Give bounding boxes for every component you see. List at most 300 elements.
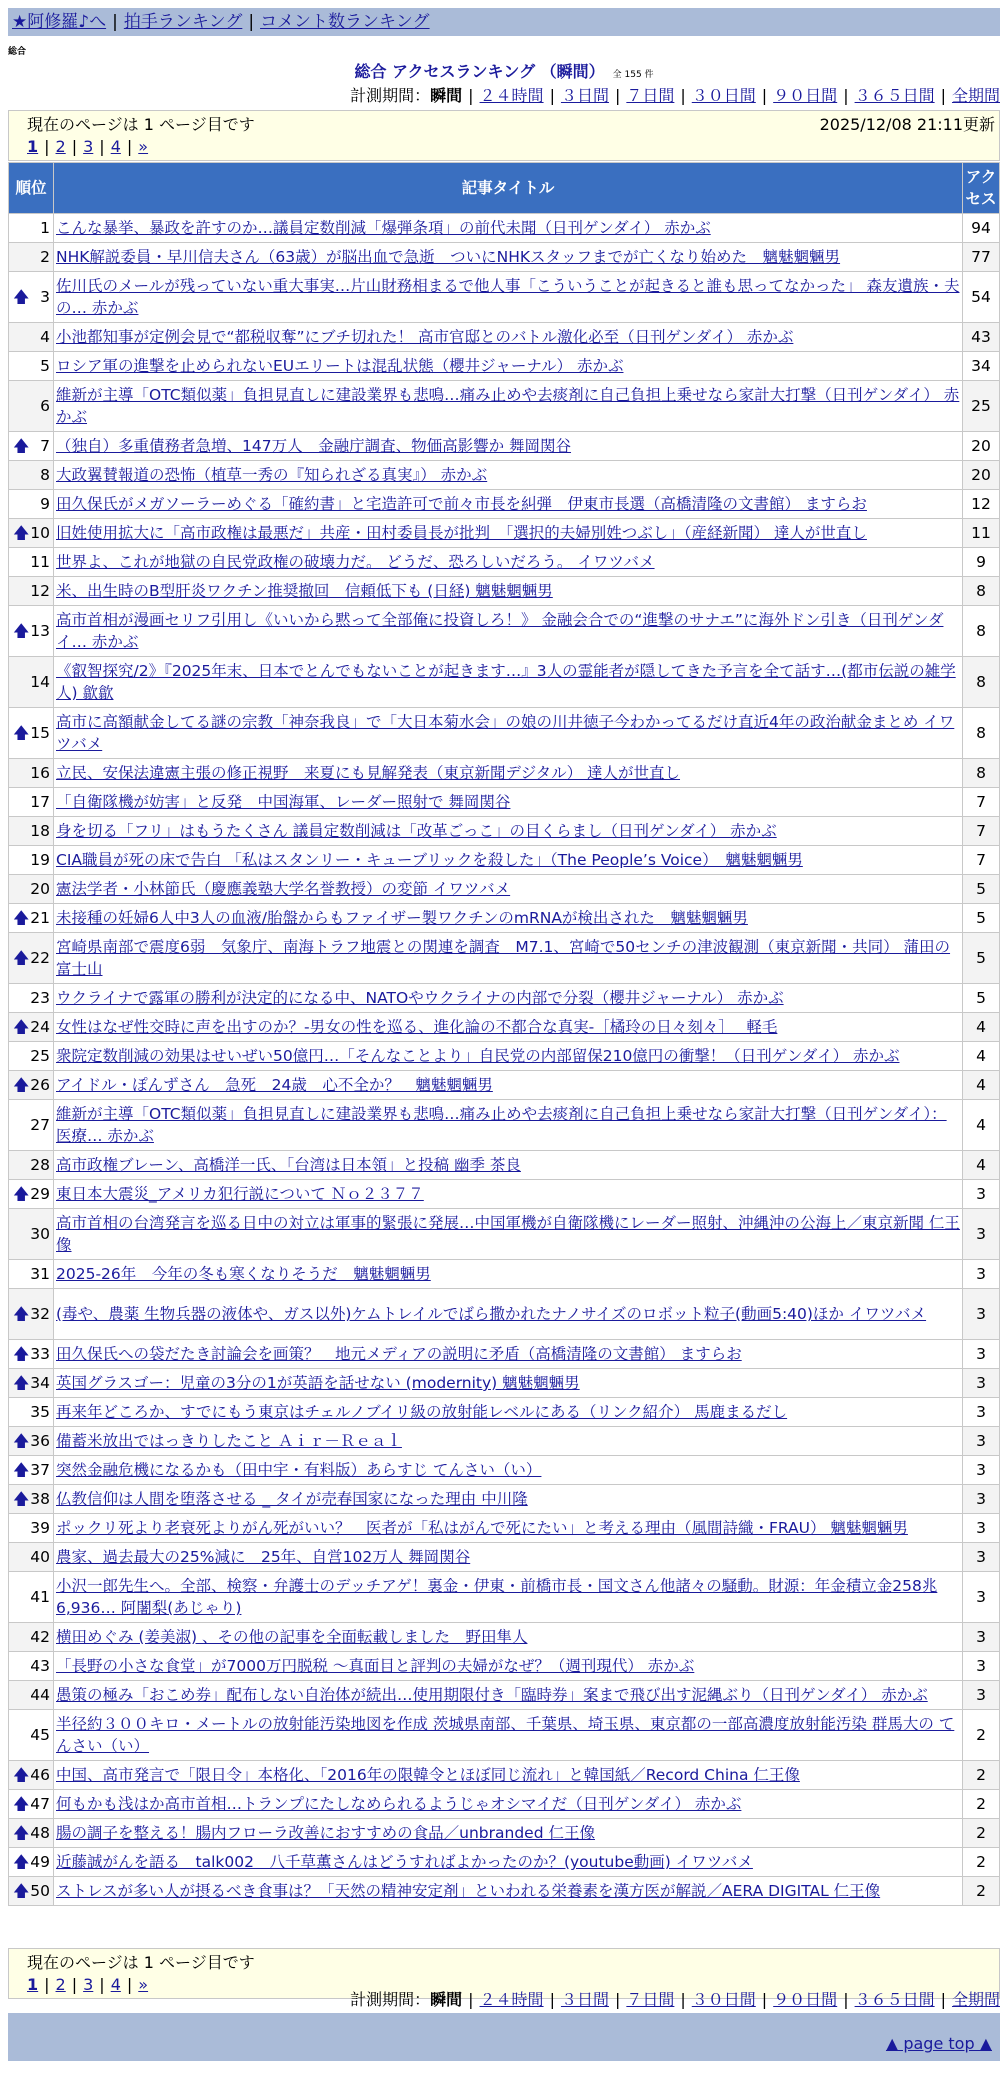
access-count: 20: [963, 461, 1000, 490]
title-cell: [54, 1209, 963, 1260]
access-count: 3: [963, 1398, 1000, 1427]
table-row: [9, 1761, 1000, 1790]
access-count: 4: [963, 1071, 1000, 1100]
header-rank: 順位: [9, 163, 54, 214]
article-link[interactable]: 突然金融危機になるかも（田中宇・有料版）あらすじ てんさい（い）: [56, 1461, 542, 1479]
access-count: 3: [963, 1623, 1000, 1652]
access-count: 3: [963, 1652, 1000, 1681]
access-count: 94: [963, 214, 1000, 243]
access-count: 8: [963, 657, 1000, 708]
table-row: [9, 577, 1000, 606]
period-selector-bottom: 計測期間：瞬間 | ２４時間 | ３日間 | ７日間 | ３０日間 | ９０日間 | ３６５日間 | 全期間: [350, 1990, 1000, 2009]
period-link-7d[interactable]: ７日間: [626, 86, 675, 105]
table-row: [9, 1151, 1000, 1180]
page-links: 1 | 2 | 3 | 4 | »: [27, 137, 149, 156]
rank-number: 44: [30, 1686, 50, 1704]
article-link[interactable]: 高市首相が漫画セリフ引用し《いいから黙って全部俺に投資しろ！》 金融会合での“進撃のサナエ”に海外ドン引き（日刊ゲンダイ… 赤かぶ: [56, 611, 944, 651]
table-row: [9, 1042, 1000, 1071]
up-arrow-icon: 🡅: [13, 1373, 30, 1392]
separator: |: [112, 12, 118, 32]
ranking-table: [8, 162, 1000, 1906]
access-count: 4: [963, 1151, 1000, 1180]
rank-number: 22: [30, 949, 50, 967]
table-row: [9, 1485, 1000, 1514]
article-link[interactable]: 何もかも浅はか高市首相…トランプにたしなめられるようじゃオシマイだ（日刊ゲンダイ） 赤かぶ: [56, 1795, 742, 1813]
article-link[interactable]: （独自）多重債務者急増、147万人 金融庁調査、物価高影響か 舞岡関谷: [56, 437, 572, 455]
article-link[interactable]: CIA職員が死の床で告白 「私はスタンリー・キューブリックを殺した」（The People’s Voice） 魑魅魍魎男: [56, 851, 803, 869]
access-count: 2: [963, 1790, 1000, 1819]
access-count: 2: [963, 1710, 1000, 1761]
rank-cell: [9, 788, 54, 817]
up-arrow-icon: 🡅: [13, 908, 30, 927]
article-link[interactable]: 米、出生時のB型肝炎ワクチン推奨撤回 信頼低下も (日経) 魑魅魍魎男: [56, 582, 553, 600]
table-row: [9, 904, 1000, 933]
rank-cell: [9, 381, 54, 432]
title-cell: [54, 1819, 963, 1848]
page-link-1[interactable]: 1: [27, 1975, 39, 1994]
article-link[interactable]: 愚策の極み「おこめ券」配布しない自治体が続出…使用期限付き「臨時券」案まで飛び出す泥縄ぶり（日刊ゲンダイ） 赤かぶ: [56, 1686, 928, 1704]
period-link-30d[interactable]: ３０日間: [691, 86, 756, 105]
rank-cell: [9, 243, 54, 272]
up-arrow-icon: 🡅: [13, 1881, 30, 1900]
page-link-3[interactable]: 3: [83, 1975, 94, 1994]
article-link[interactable]: 横田めぐみ (姜美淑) 、その他の記事を全面転載しました 野田隼人: [56, 1628, 528, 1646]
article-link[interactable]: 小池都知事が定例会見で“都税収奪”にブチ切れた！ 高市官邸とのバトル激化必至（日刊ゲンダイ） 赤かぶ: [56, 328, 794, 346]
rank-number: 9: [40, 495, 50, 513]
page-link-next[interactable]: »: [138, 1975, 149, 1994]
period-link-7d[interactable]: ７日間: [626, 1990, 675, 2009]
article-link[interactable]: 宮崎県南部で震度6弱 気象庁、南海トラフ地震との関連を調査 M7.1、宮崎で50センチの津波観測（東京新聞・共同） 蒲田の富士山: [56, 938, 951, 978]
article-link[interactable]: 腸の調子を整える！腸内フローラ改善におすすめの食品／unbranded 仁王像: [56, 1824, 595, 1842]
access-count: 11: [963, 519, 1000, 548]
article-link[interactable]: 世界よ、これが地獄の自民党政権の破壊力だ。 どうだ、恐ろしいだろう。 イワツバメ: [56, 553, 655, 571]
rank-cell: [9, 1427, 54, 1456]
rank-number: 12: [30, 582, 50, 600]
title-cell: [54, 323, 963, 352]
title-cell: [54, 272, 963, 323]
article-link[interactable]: 高市に高額献金してる謎の宗教「神奈我良」で「大日本菊水会」の娘の川井徳子今わかってるだけ直近4年の政治献金まとめ イワツバメ: [56, 713, 955, 753]
rank-cell: [9, 606, 54, 657]
access-count: 3: [963, 1543, 1000, 1572]
updated-time: 2025/12/08 21:11更新: [819, 115, 995, 134]
article-link[interactable]: 佐川氏のメールが残っていない重大事実…片山財務相まるで他人事「こういうことが起きると誰も思ってなかった」 森友遺族・夫の… 赤かぶ: [56, 277, 960, 317]
period-link-24h[interactable]: ２４時間: [479, 86, 544, 105]
table-row: [9, 759, 1000, 788]
rank-cell: [9, 1848, 54, 1877]
rank-number: 10: [30, 524, 50, 542]
access-count: 8: [963, 577, 1000, 606]
table-row: [9, 1877, 1000, 1906]
rank-cell: [9, 490, 54, 519]
title-cell: [54, 1572, 963, 1623]
total-count: 全 155 件: [612, 70, 654, 80]
rank-number: 19: [30, 851, 50, 869]
rank-number: 36: [30, 1432, 50, 1450]
up-arrow-icon: 🡅: [13, 1344, 30, 1363]
page-links: 1 | 2 | 3 | 4 | »: [27, 1975, 149, 1994]
article-link[interactable]: 未接種の妊婦6人中3人の血液/胎盤からもファイザー製ワクチンのmRNAが検出された 魑魅魍魎男: [56, 909, 748, 927]
title-cell: [54, 1514, 963, 1543]
rank-cell: [9, 875, 54, 904]
pager-top: [8, 110, 1000, 161]
period-current: 瞬間: [430, 86, 463, 105]
period-label: 計測期間：: [350, 1990, 431, 2009]
rank-number: 40: [30, 1548, 50, 1566]
table-row: [9, 323, 1000, 352]
period-link-365d[interactable]: ３６５日間: [854, 1990, 935, 2009]
title-cell: [54, 1485, 963, 1514]
access-count: 3: [963, 1485, 1000, 1514]
table-row: [9, 1209, 1000, 1260]
up-arrow-icon: 🡅: [13, 1852, 30, 1871]
access-count: 3: [963, 1289, 1000, 1340]
rank-number: 16: [30, 764, 50, 782]
article-link[interactable]: 再来年どころか、すでにもう東京はチェルノブイリ級の放射能レベルにある（リンク紹介） 馬鹿まるだし: [56, 1403, 788, 1421]
rank-cell: [9, 1456, 54, 1485]
table-row: [9, 1260, 1000, 1289]
rank-cell: [9, 272, 54, 323]
table-row: [9, 381, 1000, 432]
access-count: 3: [963, 1340, 1000, 1369]
up-arrow-icon: 🡅: [13, 1431, 30, 1450]
table-row: [9, 1572, 1000, 1623]
article-link[interactable]: 「長野の小さな食堂」が7000万円脱税 ～真面目と評判の夫婦がなぜ？（週刊現代） 赤かぶ: [56, 1657, 695, 1675]
title-cell: [54, 1681, 963, 1710]
rank-cell: [9, 1681, 54, 1710]
article-link[interactable]: 「自衛隊機が妨害」と反発 中国海軍、レーダー照射で 舞岡関谷: [56, 793, 511, 811]
table-row: [9, 1652, 1000, 1681]
rank-number: 27: [30, 1116, 50, 1134]
title-cell: [54, 381, 963, 432]
access-count: 3: [963, 1456, 1000, 1485]
access-count: 5: [963, 875, 1000, 904]
title-cell: [54, 1456, 963, 1485]
access-count: 3: [963, 1209, 1000, 1260]
page-status: 現在のページは 1 ページ目です: [27, 115, 255, 134]
article-link[interactable]: 旧姓使用拡大に「高市政権は最悪だ」共産・田村委員長が批判 「選択的夫婦別姓つぶし」（産経新聞） 達人が世直し: [56, 524, 867, 542]
rank-cell: [9, 1514, 54, 1543]
article-link[interactable]: 立民、安保法違憲主張の修正視野 来夏にも見解発表（東京新聞デジタル） 達人が世直し: [56, 764, 681, 782]
access-count: 2: [963, 1761, 1000, 1790]
access-count: 3: [963, 1369, 1000, 1398]
article-link[interactable]: NHK解説委員・早川信夫さん（63歳）が脳出血で急逝 ついにNHKスタッフまでが亡くなり始めた 魑魅魍魎男: [56, 248, 841, 266]
up-arrow-icon: 🡅: [13, 723, 30, 742]
period-link-all[interactable]: 全期間: [951, 86, 1000, 105]
up-arrow-icon: 🡅: [13, 1765, 30, 1784]
table-row: [9, 1340, 1000, 1369]
rank-number: 42: [30, 1628, 50, 1646]
rank-number: 11: [30, 553, 50, 571]
rank-number: 50: [30, 1882, 50, 1900]
page-link-1[interactable]: 1: [27, 137, 39, 156]
access-count: 8: [963, 606, 1000, 657]
page-link-3[interactable]: 3: [83, 137, 94, 156]
rank-number: 21: [30, 909, 50, 927]
rank-cell: [9, 1260, 54, 1289]
article-link[interactable]: こんな暴挙、暴政を許すのか…議員定数削減「爆弾条項」の前代未聞（日刊ゲンダイ） 赤かぶ: [56, 219, 711, 237]
rank-number: 43: [30, 1657, 50, 1675]
article-link[interactable]: 備蓄米放出ではっきりしたこと Ａｉｒ－Ｒｅａｌ: [56, 1432, 402, 1450]
title-cell: [54, 1260, 963, 1289]
table-row: [9, 1790, 1000, 1819]
table-row: [9, 933, 1000, 984]
rank-cell: [9, 1623, 54, 1652]
table-row: [9, 1848, 1000, 1877]
title-cell: [54, 1623, 963, 1652]
article-link[interactable]: 高市政権ブレーン、高橋洋一氏、「台湾は日本領」と投稿 幽季 茶良: [56, 1156, 521, 1174]
rank-cell: [9, 657, 54, 708]
article-link[interactable]: 2025-26年 今年の冬も寒くなりそうだ 魑魅魍魎男: [56, 1265, 431, 1283]
title-cell: [54, 1151, 963, 1180]
title-cell: [54, 759, 963, 788]
title-cell: [54, 846, 963, 875]
title-cell: [54, 904, 963, 933]
page-title: 総合 アクセスランキング （瞬間）: [354, 62, 605, 81]
article-link[interactable]: 半径約３００キロ・メートルの放射能汚染地図を作成 茨城県南部、千葉県、埼玉県、東京都の一部高濃度放射能汚染 群馬大の てんさい（い）: [56, 1715, 955, 1755]
table-row: [9, 875, 1000, 904]
title-cell: [54, 1369, 963, 1398]
article-link[interactable]: (毒や、農薬 生物兵器の液体や、ガス以外)ケムトレイルでばら撒かれたナノサイズのロボット粒子(動画5:40)ほか イワツバメ: [56, 1305, 927, 1323]
rank-cell: [9, 461, 54, 490]
article-link[interactable]: 仏教信仰は人間を堕落させる _ タイが売春国家になった理由 中川隆: [56, 1490, 528, 1508]
access-count: 4: [963, 1042, 1000, 1071]
table-row: [9, 272, 1000, 323]
rank-number: 49: [30, 1853, 50, 1871]
article-link[interactable]: 身を切る「フリ」はもうたくさん 議員定数削減は「改革ごっこ」の目くらまし（日刊ゲンダイ） 赤かぶ: [56, 822, 777, 840]
rank-number: 3: [40, 288, 50, 306]
article-link[interactable]: ウクライナで露軍の勝利が決定的になる中、NATOやウクライナの内部で分裂（櫻井ジャーナル） 赤かぶ: [56, 989, 784, 1007]
rank-number: 1: [40, 219, 50, 237]
table-row: [9, 1543, 1000, 1572]
page-link-next[interactable]: »: [138, 137, 149, 156]
rank-cell: [9, 933, 54, 984]
access-count: 7: [963, 788, 1000, 817]
up-arrow-icon: 🡅: [13, 436, 30, 455]
title-cell: [54, 657, 963, 708]
period-link-365d[interactable]: ３６５日間: [854, 86, 935, 105]
rank-cell: [9, 1180, 54, 1209]
up-arrow-icon: 🡅: [13, 1184, 30, 1203]
page-top-link[interactable]: ▲ page top ▲: [885, 2034, 992, 2053]
ranking-body: [9, 214, 1000, 1906]
access-count: 43: [963, 323, 1000, 352]
rank-number: 28: [30, 1156, 50, 1174]
rank-number: 14: [30, 673, 50, 691]
article-link[interactable]: 維新が主導「OTC類似薬」負担見直しに建設業界も悲鳴…痛み止めや去痰剤に自己負担上乗せなら家計大打撃（日刊ゲンダイ） 赤かぶ: [56, 386, 960, 426]
title-cell: [54, 933, 963, 984]
rank-cell: [9, 1398, 54, 1427]
period-link-3d[interactable]: ３日間: [560, 86, 609, 105]
title-cell: [54, 708, 963, 759]
table-row: [9, 548, 1000, 577]
access-count: 34: [963, 352, 1000, 381]
period-link-90d[interactable]: ９０日間: [773, 86, 838, 105]
header-access: アクセス: [963, 163, 1000, 214]
access-count: 7: [963, 846, 1000, 875]
article-link[interactable]: 衆院定数削減の効果はせいぜい50億円…「そんなことより」自民党の内部留保210億円の衝撃！（日刊ゲンダイ） 赤かぶ: [56, 1047, 900, 1065]
rank-number: 20: [30, 880, 50, 898]
access-count: 4: [963, 1013, 1000, 1042]
title-cell: [54, 1289, 963, 1340]
rank-number: 48: [30, 1824, 50, 1842]
table-row: [9, 788, 1000, 817]
up-arrow-icon: 🡅: [13, 287, 30, 306]
bottom-bar: [8, 2013, 1000, 2061]
up-arrow-icon: 🡅: [13, 1489, 30, 1508]
title-cell: [54, 1013, 963, 1042]
rank-cell: [9, 1652, 54, 1681]
article-link[interactable]: 中国、高市発言で「限日令」本格化、「2016年の限韓令とほぼ同じ流れ」と韓国紙／Record China 仁王像: [56, 1766, 800, 1784]
top-nav-bar: [8, 8, 1000, 36]
article-link[interactable]: 高市首相の台湾発言を巡る日中の対立は軍事的緊張に発展…中国軍機が自衛隊機にレーダー照射、沖縄沖の公海上／東京新聞 仁王像: [56, 1214, 960, 1254]
table-row: [9, 1100, 1000, 1151]
nav-link-asyura-home[interactable]: ★阿修羅♪へ: [12, 12, 107, 32]
article-link[interactable]: 女性はなぜ性交時に声を出すのか？-男女の性を巡る、進化論の不都合な真実-［橘玲の日々刻々］ 軽毛: [56, 1018, 778, 1036]
rank-number: 33: [30, 1345, 50, 1363]
up-arrow-icon: 🡅: [13, 621, 30, 640]
rank-number: 47: [30, 1795, 50, 1813]
nav-link-comment-ranking[interactable]: コメント数ランキング: [260, 12, 430, 32]
title-cell: [54, 1848, 963, 1877]
article-link[interactable]: 英国グラスゴー：児童の3分の1が英語を話せない (modernity) 魑魅魍魎男: [56, 1374, 580, 1392]
up-arrow-icon: 🡅: [13, 523, 30, 542]
period-link-30d[interactable]: ３０日間: [691, 1990, 756, 2009]
rank-number: 39: [30, 1519, 50, 1537]
access-count: 3: [963, 1427, 1000, 1456]
rank-number: 7: [40, 437, 50, 455]
table-row: [9, 1398, 1000, 1427]
rank-number: 25: [30, 1047, 50, 1065]
rank-cell: [9, 323, 54, 352]
period-label: 計測期間：: [350, 86, 431, 105]
access-count: 8: [963, 759, 1000, 788]
access-count: 2: [963, 1877, 1000, 1906]
rank-cell: [9, 1761, 54, 1790]
title-cell: [54, 1877, 963, 1906]
title-cell: [54, 1340, 963, 1369]
table-row: [9, 519, 1000, 548]
rank-number: 13: [30, 622, 50, 640]
rank-cell: [9, 214, 54, 243]
article-link[interactable]: ストレスが多い人が摂るべき食事は？「天然の精神安定剤」といわれる栄養素を漢方医が解説／AERA DIGITAL 仁王像: [56, 1882, 881, 1900]
rank-number: 34: [30, 1374, 50, 1392]
article-link[interactable]: 小沢一郎先生へ。全部、検察・弁護士のデッチアゲ！裏金・伊東・前橋市長・国文さん他諸々の騒動。財源：年金積立金258兆6,936… 阿闍梨(あじゃり): [56, 1577, 938, 1617]
access-count: 8: [963, 708, 1000, 759]
access-count: 25: [963, 381, 1000, 432]
table-row: [9, 432, 1000, 461]
title-cell: [54, 352, 963, 381]
title-cell: [54, 432, 963, 461]
title-cell: [54, 1071, 963, 1100]
table-row: [9, 352, 1000, 381]
table-row: [9, 1514, 1000, 1543]
table-row: [9, 1369, 1000, 1398]
rank-number: 24: [30, 1018, 50, 1036]
article-link[interactable]: 憲法学者・小林節氏（慶應義塾大学名誉教授）の変節 イワツバメ: [56, 880, 511, 898]
article-link[interactable]: ポックリ死より老衰死よりがん死がいい？ 医者が「私はがんで死にたい」と考える理由（風間詩織・FRAU） 魑魅魍魎男: [56, 1519, 908, 1537]
article-link[interactable]: 田久保氏への袋だたき討論会を画策？ 地元メディアの説明に矛盾（高橋清隆の文書館） ますらお: [56, 1345, 742, 1363]
rank-cell: [9, 984, 54, 1013]
period-link-all[interactable]: 全期間: [951, 1990, 1000, 2009]
rank-number: 6: [40, 397, 50, 415]
access-count: 3: [963, 1572, 1000, 1623]
rank-cell: [9, 708, 54, 759]
rank-cell: [9, 1071, 54, 1100]
article-link[interactable]: 近藤誠がんを語る talk002 八千草薫さんはどうすればよかったのか？(youtube動画) イワツバメ: [56, 1853, 753, 1871]
table-row: [9, 1710, 1000, 1761]
page-link-4[interactable]: 4: [110, 1975, 121, 1994]
title-cell: [54, 1398, 963, 1427]
rank-number: 15: [30, 724, 50, 742]
table-row: [9, 1681, 1000, 1710]
rank-number: 46: [30, 1766, 50, 1784]
up-arrow-icon: 🡅: [13, 948, 30, 967]
access-count: 3: [963, 1260, 1000, 1289]
title-cell: [54, 519, 963, 548]
rank-cell: [9, 1209, 54, 1260]
rank-cell: [9, 1819, 54, 1848]
title-cell: [54, 1543, 963, 1572]
access-count: 9: [963, 548, 1000, 577]
rank-number: 41: [30, 1588, 50, 1606]
page-link-4[interactable]: 4: [110, 137, 121, 156]
rank-number: 5: [40, 357, 50, 375]
period-link-3d[interactable]: ３日間: [560, 1990, 609, 2009]
rank-cell: [9, 1340, 54, 1369]
rank-number: 37: [30, 1461, 50, 1479]
rank-number: 38: [30, 1490, 50, 1508]
nav-link-clap-ranking[interactable]: 拍手ランキング: [123, 12, 243, 32]
title-cell: [54, 1042, 963, 1071]
title-cell: [54, 1427, 963, 1456]
table-row: [9, 606, 1000, 657]
separator: |: [248, 12, 255, 32]
article-link[interactable]: 《叡智探究/2》『2025年末、日本でとんでもないことが起きます…』3人の霊能者が隠してきた予言を全て話す…(都市伝説の雑学人) 歙歙: [56, 662, 956, 702]
table-row: [9, 1013, 1000, 1042]
article-link[interactable]: アイドル・ぽんずさん 急死 24歳 心不全か？ 魑魅魍魎男: [56, 1076, 493, 1094]
table-row: [9, 1180, 1000, 1209]
rank-number: 26: [30, 1076, 50, 1094]
up-arrow-icon: 🡅: [13, 1304, 30, 1323]
article-link[interactable]: 農家、過去最大の25%減に 25年、自営102万人 舞岡関谷: [56, 1548, 471, 1566]
up-arrow-icon: 🡅: [13, 1075, 30, 1094]
category-label: 総合: [8, 47, 27, 57]
page-link-2[interactable]: 2: [55, 1975, 66, 1994]
article-link[interactable]: 維新が主導「OTC類似薬」負担見直しに建設業界も悲鳴…痛み止めや去痰剤に自己負担上乗せなら家計大打撃（日刊ゲンダイ）：医療… 赤かぶ: [56, 1105, 947, 1145]
title-cell: [54, 461, 963, 490]
table-row: [9, 817, 1000, 846]
article-link[interactable]: ロシア軍の進撃を止められないEUエリートは混乱状態（櫻井ジャーナル） 赤かぶ: [56, 357, 624, 375]
period-selector-top: 計測期間：瞬間 | ２４時間 | ３日間 | ７日間 | ３０日間 | ９０日間 | ３６５日間 | 全期間: [350, 86, 1000, 105]
period-link-90d[interactable]: ９０日間: [773, 1990, 838, 2009]
page-link-2[interactable]: 2: [55, 137, 66, 156]
access-count: 12: [963, 490, 1000, 519]
table-row: [9, 1456, 1000, 1485]
title-cell: [54, 606, 963, 657]
rank-cell: [9, 759, 54, 788]
article-link[interactable]: 大政翼賛報道の恐怖（植草一秀の『知られざる真実』） 赤かぶ: [56, 466, 488, 484]
rank-cell: [9, 1572, 54, 1623]
rank-cell: [9, 1543, 54, 1572]
access-count: 5: [963, 904, 1000, 933]
period-link-24h[interactable]: ２４時間: [479, 1990, 544, 2009]
article-link[interactable]: 田久保氏がメガソーラーめぐる「確約書」と宅造許可で前々市長を糾弾 伊東市長選（高橋清隆の文書館） ますらお: [56, 495, 867, 513]
access-count: 54: [963, 272, 1000, 323]
article-link[interactable]: 東日本大震災_アメリカ犯行説について Ｎｏ２３７７: [56, 1185, 424, 1203]
title-cell: [54, 214, 963, 243]
title-cell: [54, 875, 963, 904]
access-count: 2: [963, 1848, 1000, 1877]
